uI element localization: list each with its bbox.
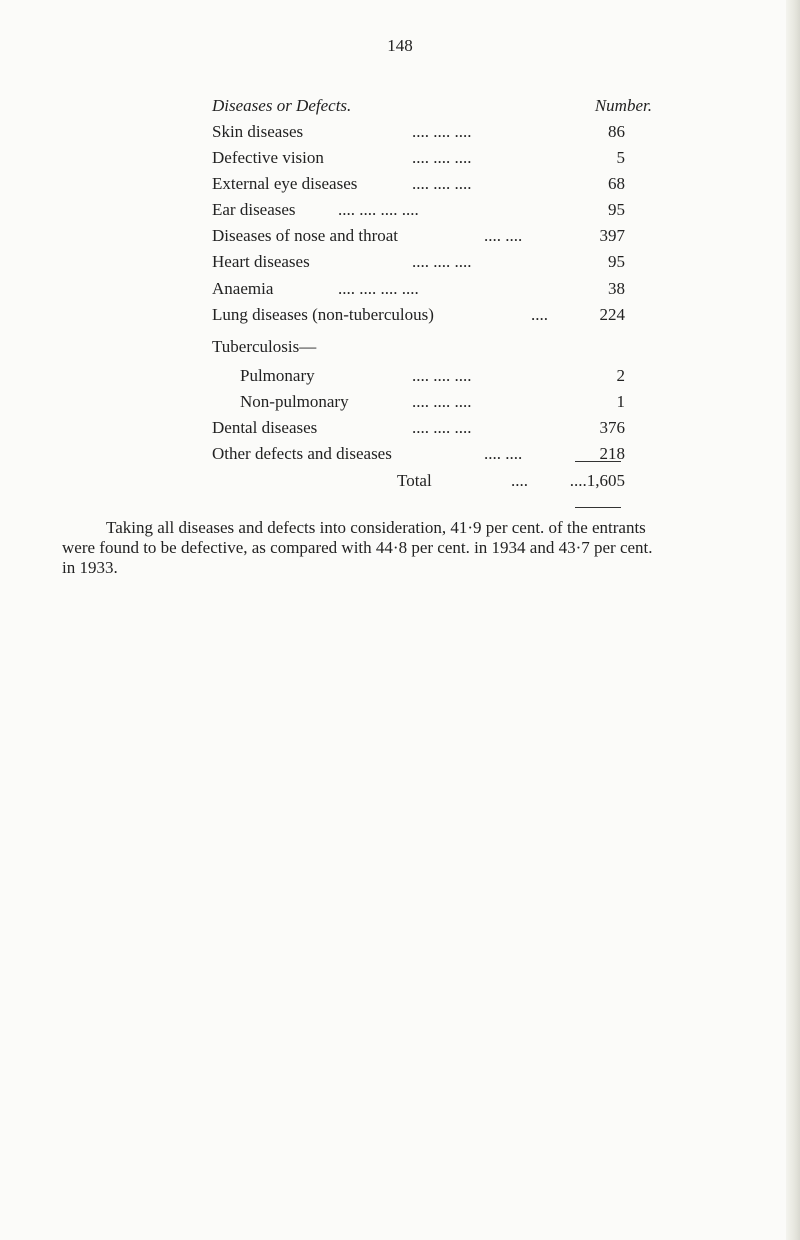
table-row	[212, 392, 652, 418]
table-row	[212, 226, 652, 252]
row-value: 218	[599, 444, 625, 464]
header-number: Number.	[594, 96, 652, 115]
table-header	[212, 96, 652, 122]
table-row	[212, 174, 652, 200]
page-edge-shadow	[786, 0, 800, 1240]
row-leader-dots: .... ....	[484, 444, 523, 464]
row-leader-dots: .... .... ....	[412, 417, 472, 437]
table-row	[212, 148, 652, 174]
table-row	[212, 366, 652, 392]
row-leader-dots: .... .... .... ....	[338, 200, 419, 220]
row-label: Pulmonary	[240, 365, 315, 385]
total-rule-top	[575, 461, 621, 462]
row-label: Lung diseases (non-tuberculous)	[212, 304, 434, 324]
row-label: Diseases of nose and throat	[212, 226, 399, 246]
row-leader-dots: .... .... ....	[412, 148, 472, 168]
total-rule-bottom	[575, 507, 621, 508]
row-label: Heart diseases	[212, 252, 310, 272]
row-value: 86	[608, 122, 625, 141]
row-value: 2	[616, 365, 625, 385]
paragraph-line-1: Taking all diseases and defects into consideration, 41·9 per cent. of the entrants	[106, 518, 646, 537]
row-value: 95	[608, 252, 625, 272]
diseases-table	[212, 96, 652, 470]
total-label: Total	[397, 471, 432, 490]
paragraph-line-2: were found to be defective, as compared with 44·8 per cent. in 1934 and 43·7 per cent.	[62, 538, 653, 557]
header-diseases: Diseases or Defects.	[212, 96, 352, 115]
row-label: Non-pulmonary	[240, 391, 349, 411]
row-value: 224	[599, 304, 625, 324]
row-label: Other defects and diseases	[212, 444, 392, 464]
row-label: Ear diseases	[212, 200, 296, 220]
table-row-heading	[212, 331, 652, 366]
table-row	[212, 252, 652, 278]
total-leader-dots: ....	[511, 471, 528, 490]
row-value: 68	[608, 174, 625, 194]
row-label: Skin diseases	[212, 122, 304, 141]
row-value: 376	[599, 417, 625, 437]
row-label: Anaemia	[212, 278, 274, 298]
row-label: Tuberculosis—	[212, 336, 317, 356]
row-leader-dots: .... .... ....	[412, 365, 472, 385]
row-leader-dots: .... ....	[484, 226, 523, 246]
row-leader-dots: .... .... ....	[412, 252, 472, 272]
row-value: 95	[608, 200, 625, 220]
table-row	[212, 122, 652, 148]
row-label: External eye diseases	[212, 174, 358, 194]
row-label: Dental diseases	[212, 417, 318, 437]
page-number: 148	[387, 36, 413, 55]
total-value: ....1,605	[569, 471, 625, 490]
table-row	[212, 200, 652, 226]
row-value: 397	[599, 226, 625, 246]
table-row	[212, 279, 652, 305]
total-row	[212, 471, 652, 497]
row-leader-dots: ....	[531, 304, 548, 324]
table-row	[212, 418, 652, 444]
row-value: 1	[616, 391, 625, 411]
row-leader-dots: .... .... .... ....	[338, 278, 419, 298]
paragraph-line-3: in 1933.	[62, 558, 118, 577]
summary-paragraph	[62, 518, 766, 578]
table-row	[212, 444, 652, 470]
table-row	[212, 305, 652, 331]
row-label: Defective vision	[212, 148, 324, 168]
row-value: 38	[608, 278, 625, 298]
row-leader-dots: .... .... ....	[412, 391, 472, 411]
row-leader-dots: .... .... ....	[412, 122, 472, 141]
row-leader-dots: .... .... ....	[412, 174, 472, 194]
row-value: 5	[616, 148, 625, 168]
